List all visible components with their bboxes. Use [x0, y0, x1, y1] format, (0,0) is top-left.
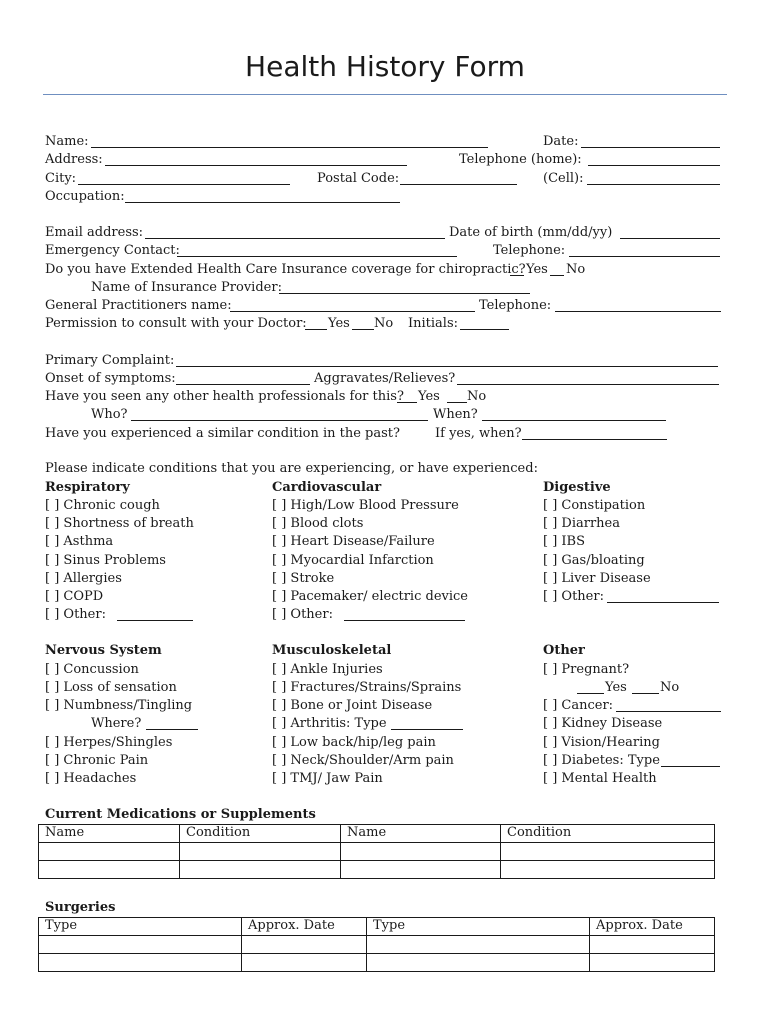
other-item[interactable]: [ ] Vision/Hearing	[543, 735, 660, 750]
initials-label: Initials:	[408, 316, 459, 331]
postal-code-field[interactable]	[400, 184, 517, 185]
permission-no-field[interactable]	[352, 329, 374, 330]
title-divider	[43, 94, 727, 95]
cardiovascular-other-field[interactable]	[344, 620, 465, 621]
respiratory-heading: Respiratory	[45, 480, 130, 495]
nervous-system-item[interactable]: [ ] Chronic Pain	[45, 753, 149, 768]
cardiovascular-heading: Cardiovascular	[272, 480, 382, 495]
email-field[interactable]	[145, 238, 445, 239]
medications-table	[38, 824, 715, 879]
medications-column-header: Name	[39, 825, 180, 843]
respiratory-item[interactable]: [ ] COPD	[45, 589, 104, 604]
insurance-no-label: No	[566, 262, 586, 277]
digestive-heading: Digestive	[543, 480, 611, 495]
table-cell[interactable]	[341, 861, 501, 879]
table-row	[39, 954, 715, 972]
respiratory-item[interactable]: [ ] Shortness of breath	[45, 516, 194, 531]
city-field[interactable]	[78, 184, 290, 185]
cardiovascular-item[interactable]: [ ] Pacemaker/ electric device	[272, 589, 468, 604]
musculoskeletal-item[interactable]: [ ] Bone or Joint Disease	[272, 698, 433, 713]
aggravates-field[interactable]	[457, 384, 719, 385]
table-cell[interactable]	[242, 936, 367, 954]
table-row	[39, 936, 715, 954]
other-item[interactable]: [ ] Mental Health	[543, 771, 657, 786]
primary-complaint-label: Primary Complaint:	[45, 353, 175, 368]
insurance-provider-field[interactable]	[279, 293, 530, 294]
if-yes-when-label: If yes, when?	[435, 426, 522, 441]
if-yes-when-field[interactable]	[522, 439, 667, 440]
surgeries-column-header: Approx. Date	[590, 918, 715, 936]
table-cell[interactable]	[590, 936, 715, 954]
pregnant-yes-field[interactable]	[577, 693, 604, 694]
musculoskeletal-item[interactable]: [ ] Fractures/Strains/Sprains	[272, 680, 462, 695]
permission-label: Permission to consult with your Doctor:	[45, 316, 307, 331]
seen-other-yes-label: Yes	[418, 389, 440, 404]
digestive-item[interactable]: [ ] Other:	[543, 589, 604, 604]
cardiovascular-item[interactable]: [ ] Heart Disease/Failure	[272, 534, 435, 549]
other-item[interactable]: [ ] Cancer:	[543, 698, 614, 713]
musculoskeletal-item[interactable]: [ ] Ankle Injuries	[272, 662, 383, 677]
permission-yes-label: Yes	[328, 316, 350, 331]
date-field[interactable]	[581, 147, 720, 148]
table-cell[interactable]	[590, 954, 715, 972]
table-row	[39, 861, 715, 879]
insurance-no-field[interactable]	[550, 275, 564, 276]
nervous-system-item[interactable]: [ ] Numbness/Tingling	[45, 698, 193, 713]
table-row	[39, 843, 715, 861]
surgeries-table	[38, 917, 715, 972]
table-cell[interactable]	[180, 861, 341, 879]
postal-code-label: Postal Code:	[317, 171, 400, 186]
nervous-system-item[interactable]: [ ] Herpes/Shingles	[45, 735, 173, 750]
surgeries-column-header: Approx. Date	[242, 918, 367, 936]
address-field[interactable]	[105, 165, 407, 166]
similar-condition-label: Have you experienced a similar condition in the past?	[45, 426, 400, 441]
nervous-system-item[interactable]: [ ] Loss of sensation	[45, 680, 177, 695]
gp-name-label: General Practitioners name:	[45, 298, 232, 313]
insurance-yes-field[interactable]	[510, 275, 524, 276]
table-cell[interactable]	[180, 843, 341, 861]
name-field[interactable]	[91, 147, 488, 148]
medications-heading: Current Medications or Supplements	[45, 807, 316, 822]
respiratory-item[interactable]: [ ] Other:	[45, 607, 106, 622]
who-field[interactable]	[131, 420, 428, 421]
cardiovascular-item[interactable]: [ ] High/Low Blood Pressure	[272, 498, 459, 513]
cancer-field[interactable]	[616, 711, 721, 712]
table-cell[interactable]	[501, 861, 715, 879]
cardiovascular-item[interactable]: [ ] Stroke	[272, 571, 335, 586]
emergency-contact-field[interactable]	[177, 256, 457, 257]
telephone-home-field[interactable]	[588, 165, 720, 166]
pregnant-no-field[interactable]	[632, 693, 659, 694]
musculoskeletal-item[interactable]: [ ] Low back/hip/leg pain	[272, 735, 436, 750]
medications-column-header: Condition	[180, 825, 341, 843]
table-cell[interactable]	[367, 954, 590, 972]
occupation-field[interactable]	[125, 202, 400, 203]
city-label: City:	[45, 171, 77, 186]
other-heading: Other	[543, 643, 585, 658]
digestive-item[interactable]: [ ] Liver Disease	[543, 571, 651, 586]
table-cell[interactable]	[341, 843, 501, 861]
when-label: When?	[433, 407, 478, 422]
nervous-system-heading: Nervous System	[45, 643, 162, 658]
musculoskeletal-item[interactable]: [ ] Neck/Shoulder/Arm pain	[272, 753, 454, 768]
permission-yes-field[interactable]	[305, 329, 327, 330]
emergency-telephone-label: Telephone:	[493, 243, 566, 258]
cardiovascular-item[interactable]: [ ] Blood clots	[272, 516, 364, 531]
email-label: Email address:	[45, 225, 144, 240]
respiratory-item[interactable]: [ ] Asthma	[45, 534, 114, 549]
onset-field[interactable]	[176, 384, 310, 385]
arthritis-type-field[interactable]	[391, 729, 463, 730]
table-cell[interactable]	[39, 843, 180, 861]
musculoskeletal-heading: Musculoskeletal	[272, 643, 392, 658]
insurance-yes-label: Yes	[526, 262, 548, 277]
gp-name-field[interactable]	[230, 311, 475, 312]
nervous-system-item[interactable]: [ ] Headaches	[45, 771, 137, 786]
seen-other-label: Have you seen any other health professionals for this?	[45, 389, 404, 404]
respiratory-other-field[interactable]	[117, 620, 193, 621]
emergency-contact-label: Emergency Contact:	[45, 243, 180, 258]
seen-other-no-field[interactable]	[447, 402, 467, 403]
table-cell[interactable]	[367, 936, 590, 954]
digestive-item[interactable]: [ ] IBS	[543, 534, 586, 549]
musculoskeletal-item[interactable]: [ ] Arthritis: Type	[272, 716, 387, 731]
telephone-home-label: Telephone (home):	[459, 152, 582, 167]
cell-field[interactable]	[587, 184, 720, 185]
onset-label: Onset of symptoms:	[45, 371, 176, 386]
digestive-item[interactable]: [ ] Diarrhea	[543, 516, 620, 531]
surgeries-column-header: Type	[39, 918, 242, 936]
digestive-item[interactable]: [ ] Gas/bloating	[543, 553, 645, 568]
gp-telephone-field[interactable]	[555, 311, 721, 312]
medications-column-header: Name	[341, 825, 501, 843]
cardiovascular-item[interactable]: [ ] Other:	[272, 607, 333, 622]
insurance-question: Do you have Extended Health Care Insurance coverage for chiropractic?	[45, 262, 526, 277]
name-label: Name:	[45, 134, 89, 149]
date-label: Date:	[543, 134, 579, 149]
form-title: Health History Form	[245, 50, 525, 83]
initials-field[interactable]	[460, 329, 509, 330]
primary-complaint-field[interactable]	[176, 366, 718, 367]
dob-label: Date of birth (mm/dd/yy)	[449, 225, 613, 240]
other-item[interactable]: [ ] Pregnant?	[543, 662, 630, 677]
seen-other-yes-field[interactable]	[397, 402, 417, 403]
diabetes-type-field[interactable]	[661, 766, 720, 767]
dob-field[interactable]	[620, 238, 720, 239]
table-cell[interactable]	[39, 936, 242, 954]
table-cell[interactable]	[501, 843, 715, 861]
respiratory-item[interactable]: [ ] Sinus Problems	[45, 553, 166, 568]
surgeries-column-header: Type	[367, 918, 590, 936]
pregnant-no-label: No	[660, 680, 680, 695]
where-label: Where?	[91, 716, 142, 731]
emergency-telephone-field[interactable]	[569, 256, 720, 257]
conditions-intro: Please indicate conditions that you are experiencing, or have experienced:	[45, 461, 538, 476]
musculoskeletal-item[interactable]: [ ] TMJ/ Jaw Pain	[272, 771, 383, 786]
seen-other-no-label: No	[467, 389, 487, 404]
cardiovascular-item[interactable]: [ ] Myocardial Infarction	[272, 553, 434, 568]
cell-label: (Cell):	[543, 171, 584, 186]
who-label: Who?	[91, 407, 128, 422]
occupation-label: Occupation:	[45, 189, 125, 204]
other-item[interactable]: [ ] Diabetes: Type	[543, 753, 660, 768]
table-cell[interactable]	[242, 954, 367, 972]
respiratory-item[interactable]: [ ] Allergies	[45, 571, 122, 586]
nervous-system-item[interactable]: [ ] Concussion	[45, 662, 139, 677]
surgeries-heading: Surgeries	[45, 900, 116, 915]
table-cell[interactable]	[39, 861, 180, 879]
digestive-item[interactable]: [ ] Constipation	[543, 498, 646, 513]
table-cell[interactable]	[39, 954, 242, 972]
where-field[interactable]	[146, 729, 198, 730]
when-field[interactable]	[482, 420, 666, 421]
permission-no-label: No	[374, 316, 394, 331]
address-label: Address:	[45, 152, 103, 167]
medications-column-header: Condition	[501, 825, 715, 843]
digestive-other-field[interactable]	[607, 602, 719, 603]
pregnant-yes-label: Yes	[605, 680, 627, 695]
aggravates-label: Aggravates/Relieves?	[314, 371, 456, 386]
insurance-provider-label: Name of Insurance Provider:	[91, 280, 282, 295]
respiratory-item[interactable]: [ ] Chronic cough	[45, 498, 160, 513]
gp-telephone-label: Telephone:	[479, 298, 552, 313]
other-item[interactable]: [ ] Kidney Disease	[543, 716, 663, 731]
